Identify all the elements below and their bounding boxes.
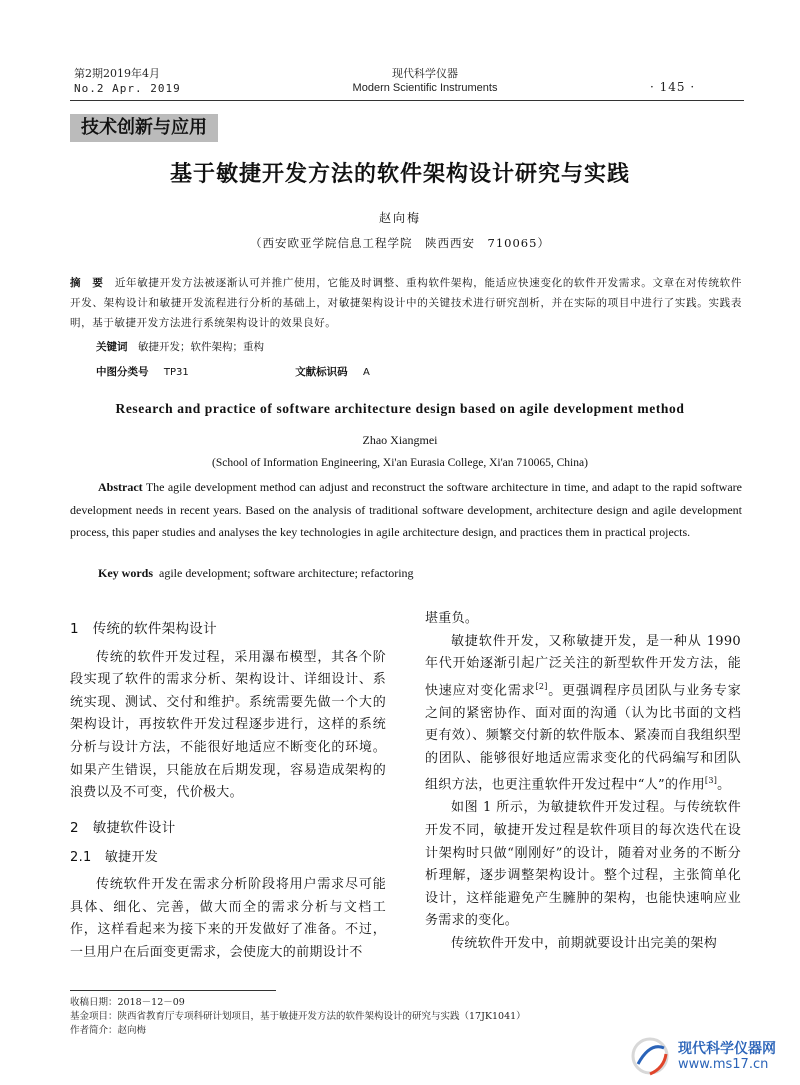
header-issue-cn: 第2期2019年4月: [74, 67, 160, 80]
section-1-heading: 1 传统的软件架构设计: [70, 621, 217, 637]
keywords-en-label: Key words: [98, 566, 153, 580]
header-journal-en: Modern Scientific Instruments: [352, 82, 498, 94]
received-date: 收稿日期：2018－12－09: [70, 997, 185, 1008]
watermark-logo-icon: [630, 1034, 674, 1078]
author-en: Zhao Xiangmei: [362, 433, 438, 447]
fund-note: 基金项目：陕西省教育厅专项科研计划项目，基于敏捷开发方法的软件架构设计的研究与实践（17JK1041）: [70, 1011, 526, 1022]
abstract-cn-label: 摘 要: [70, 277, 104, 289]
keywords-cn-text: 敏捷开发；软件架构；重构: [138, 341, 264, 353]
header-journal: [320, 66, 530, 96]
abstract-en: [70, 476, 742, 544]
agile-paragraph: [425, 631, 741, 798]
keywords-en: [98, 566, 414, 581]
abstract-en-label: Abstract: [98, 480, 143, 494]
doc-code-value: A: [363, 367, 370, 378]
classification-row: [96, 364, 716, 379]
agile-text-b: 。更强调程序员团队与业务专家之间的紧密协作、面对面的沟通（认为比书面的文档更有效）、频繁交付新的软件版本、紧凑而自我组织型的团队、能够很好地适应需求变化的代码编写和团队组织方法，也更注重软件开发过程中“人”的作用: [425, 683, 742, 793]
body-left-column: [70, 608, 386, 964]
agile-text-c: 。: [717, 777, 731, 793]
footnotes: [70, 996, 526, 1038]
keywords-en-text: agile development; software architecture; refactoring: [159, 566, 414, 580]
header-journal-cn: 现代科学仪器: [392, 67, 458, 80]
watermark-name: 现代科学仪器网: [678, 1041, 776, 1057]
clc-label: 中图分类号: [96, 366, 149, 378]
abstract-cn: [70, 273, 742, 333]
author-cn: 赵向梅: [378, 211, 421, 225]
footnote-rule: [70, 990, 276, 991]
author-bio: 作者简介：赵向梅: [70, 1025, 147, 1036]
section-1-paragraph: 传统的软件开发过程，采用瀑布模型，其各个阶段实现了软件的需求分析、架构设计、详细设计、系统实现、测试、交付和维护。系统需要先做一个大的架构设计，再按软件开发过程逐步进行，这样的系统分析与设计方法，不能很好地适应不断变化的环境。如果产生错误，只能放在后期发现，容易造成架构的浪费以及不可变，代价极大。: [70, 649, 386, 801]
traditional-paragraph: 传统软件开发中，前期就要设计出完美的架构: [451, 935, 718, 951]
keywords-cn: [96, 339, 264, 354]
abstract-en-text: The agile development method can adjust and reconstruct the software architecture in time, and adapt to the rapid software development needs in recent years. Based on the analysis of traditional software development, architecture design and agile development process, this paper studies and analyses the key technologies in agile architecture design, and practices them in practical projects.: [70, 480, 742, 539]
section-2-1-paragraph: 传统软件开发在需求分析阶段将用户需求尽可能具体、细化、完善，做大而全的需求分析与文档工作，这样看起来为接下来的开发做好了准备。不过，一旦用户在后面变更需求，会使庞大的前期设计不: [70, 876, 386, 960]
clc-value: TP31: [163, 367, 189, 378]
page-number: · 145 ·: [650, 80, 696, 94]
continued-text: 堪重负。: [425, 611, 479, 626]
header-issue: [74, 66, 181, 96]
watermark-url: www.ms17.cn: [678, 1057, 769, 1072]
section-2-1-heading: 2.1 敏捷开发: [70, 850, 159, 866]
affiliation-en: (School of Information Engineering, Xi'an Eurasia College, Xi'an 710065, China): [212, 457, 588, 469]
doc-code-label: 文献标识码: [295, 366, 348, 378]
header-rule: [70, 100, 744, 101]
abstract-cn-text: 近年敏捷开发方法被逐渐认可并推广使用，它能及时调整、重构软件架构，能适应快速变化的软件开发需求。文章在对传统软件开发、架构设计和敏捷开发流程进行分析的基础上，对敏捷架构设计中的关键技术进行研究剖析，并在实际的项目中进行了实践。实践表明，基于敏捷开发方法进行系统架构设计的效果良好。: [70, 277, 742, 329]
agile-text-a: 敏捷软件开发，又称敏捷开发，是一种从 1990 年代开始逐渐引起广泛关注的新型软件开发方法，能快速应对变化需求: [425, 633, 741, 699]
paper-title-cn: 基于敏捷开发方法的软件架构设计研究与实践: [169, 161, 630, 187]
citation-3: [3]: [704, 776, 718, 786]
paper-title-en: Research and practice of software architecture design based on agile development method: [115, 401, 685, 416]
citation-2: [2]: [535, 681, 548, 691]
keywords-cn-label: 关键词: [96, 341, 128, 353]
figure-1-paragraph: 如图 1 所示，为敏捷软件开发过程。与传统软件开发不同，敏捷开发过程是软件项目的每次迭代在设计架构时只做“刚刚好”的设计，随着对业务的不断分析理解，逐步调整架构设计。整个过程，主张简单化设计，这样能避免产生臃肿的架构，也能快速响应业务需求的变化。: [425, 800, 741, 929]
section-2-heading: 2 敏捷软件设计: [70, 819, 176, 836]
body-right-column: [425, 608, 741, 956]
column-tag: 技术创新与应用: [70, 114, 218, 142]
affiliation-cn: （西安欧亚学院信息工程学院 陕西西安 710065）: [250, 236, 550, 250]
header-issue-en: No.2 Apr. 2019: [74, 82, 181, 95]
